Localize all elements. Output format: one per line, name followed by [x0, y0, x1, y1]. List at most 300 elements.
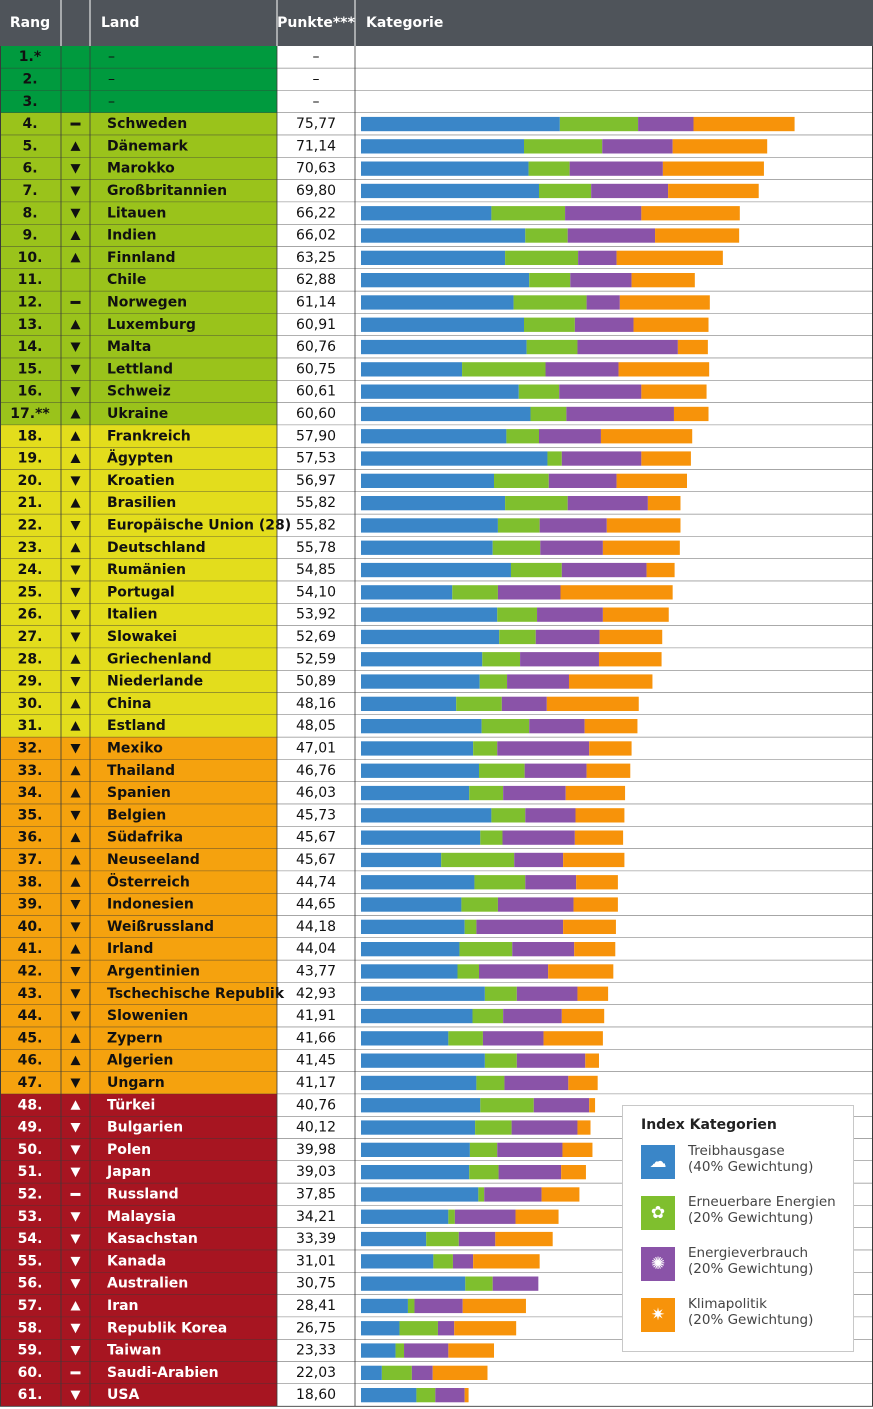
bar-segment-ghg [361, 920, 465, 934]
bar-segment-energy [566, 407, 674, 421]
legend-title: Index Kategorien [641, 1117, 777, 1133]
bar-segment-ghg [361, 1143, 470, 1157]
points-cell: 60,60 [295, 405, 337, 422]
bar-segment-renewable [473, 741, 497, 755]
bar-segment-energy [559, 385, 641, 399]
bar-segment-renewable [494, 474, 549, 488]
country-cell: Mexiko [107, 740, 163, 757]
bar-segment-energy [503, 1009, 562, 1023]
legend-item-energy [641, 1245, 841, 1296]
legend-item-renewable [641, 1194, 841, 1245]
bar-segment-renewable [525, 228, 567, 242]
bar-segment-energy [435, 1388, 464, 1402]
country-cell: Finnland [107, 249, 176, 266]
bar-segment-energy [517, 987, 578, 1001]
bar-segment-ghg [361, 786, 469, 800]
points-cell: 45,73 [295, 807, 337, 824]
bar-segment-renewable [547, 451, 561, 465]
bar-segment-renewable [399, 1321, 437, 1335]
rank-cell: 2. [22, 71, 38, 88]
rank-cell: 3. [22, 93, 38, 110]
bar-segment-energy [562, 563, 647, 577]
bar-segment-renewable [482, 652, 520, 666]
bar-segment-energy [512, 942, 574, 956]
bar-segment-renewable [524, 139, 602, 153]
bar-segment-policy [448, 1343, 494, 1357]
bar-segment-energy [503, 786, 566, 800]
bar-segment-renewable [505, 496, 568, 510]
country-cell: Ungarn [107, 1074, 165, 1091]
rank-cell: 25. [17, 584, 43, 601]
bar-segment-ghg [361, 1366, 382, 1380]
bar-segment-energy [577, 340, 677, 354]
bar-segment-policy [577, 1120, 590, 1134]
bar-segment-renewable [462, 362, 545, 376]
points-cell: 39,98 [295, 1141, 337, 1158]
country-cell: Deutschland [107, 539, 206, 556]
bar-segment-renewable [560, 117, 638, 131]
bar-segment-energy [529, 719, 584, 733]
points-cell: 60,91 [295, 316, 337, 333]
bar-segment-ghg [361, 318, 524, 332]
country-cell: Malaysia [107, 1208, 176, 1225]
bar-segment-policy [575, 831, 623, 845]
points-cell: 30,75 [295, 1275, 337, 1292]
bar-segment-policy [516, 1210, 559, 1224]
rank-cell: 21. [17, 495, 43, 512]
country-cell: Iran [107, 1297, 139, 1314]
bar-segment-energy [459, 1232, 496, 1246]
bar-segment-renewable [465, 920, 477, 934]
bar-segment-energy [525, 875, 576, 889]
country-cell: Zypern [107, 1030, 163, 1047]
bar-segment-energy [525, 808, 575, 822]
bar-segment-policy [454, 1321, 516, 1335]
country-cell: – [108, 71, 115, 88]
bar-segment-energy [591, 184, 668, 198]
bar-segment-energy [540, 541, 603, 555]
header-country: Land [101, 15, 140, 31]
rank-cell: 36. [17, 829, 43, 846]
rank-cell: 56. [17, 1275, 43, 1292]
bar-segment-energy [536, 630, 600, 644]
country-cell: Spanien [107, 785, 171, 802]
country-cell: Lettland [107, 361, 174, 378]
country-cell: USA [107, 1387, 140, 1404]
points-cell: 62,88 [295, 272, 337, 289]
bar-segment-policy [647, 563, 675, 577]
bar-segment-energy [499, 1165, 562, 1179]
bar-segment-ghg [361, 1277, 465, 1291]
bar-segment-energy [453, 1254, 473, 1268]
bar-segment-energy [549, 474, 617, 488]
bar-segment-policy [576, 808, 625, 822]
bar-segment-renewable [459, 942, 512, 956]
country-cell: Ägypten [107, 450, 174, 467]
trend-none-icon [71, 1371, 81, 1374]
bar-segment-policy [694, 117, 795, 131]
bar-segment-policy [465, 1388, 469, 1402]
bar-segment-energy [493, 1277, 539, 1291]
bar-segment-energy [507, 674, 569, 688]
bar-segment-policy [562, 1143, 592, 1157]
points-cell: – [312, 71, 320, 88]
bar-segment-energy [498, 585, 561, 599]
legend-item-name: Treibhausgase [688, 1143, 785, 1159]
bar-segment-renewable [461, 897, 498, 911]
bar-segment-energy [517, 1054, 585, 1068]
bar-segment-renewable [469, 786, 503, 800]
bar-segment-energy [546, 362, 619, 376]
bar-segment-policy [603, 541, 680, 555]
country-cell: Tschechische Republik [107, 985, 285, 1002]
rank-cell: 58. [17, 1320, 43, 1337]
points-cell: 46,76 [295, 762, 337, 779]
points-cell: – [312, 49, 320, 66]
rank-cell: 19. [17, 450, 43, 467]
points-cell: 55,82 [295, 495, 337, 512]
country-cell: Chile [107, 272, 147, 289]
rank-cell: 18. [17, 428, 43, 445]
country-cell: Slowakei [107, 628, 178, 645]
bar-segment-policy [678, 340, 708, 354]
points-cell: 50,89 [295, 673, 337, 690]
bar-segment-ghg [361, 362, 462, 376]
country-cell: Weißrussland [107, 918, 215, 935]
bar-segment-ghg [361, 585, 452, 599]
bar-segment-ghg [361, 697, 456, 711]
rank-cell: 42. [17, 963, 43, 980]
points-cell: 44,74 [295, 874, 337, 891]
rank-cell: 1.* [18, 49, 42, 66]
bar-segment-policy [674, 407, 709, 421]
bar-segment-energy [568, 496, 648, 510]
points-cell: 44,18 [295, 918, 337, 935]
bar-segment-energy [502, 697, 547, 711]
plant-icon: ✿ [641, 1196, 675, 1230]
country-cell: Rumänien [107, 562, 187, 579]
bar-segment-renewable [479, 764, 525, 778]
country-cell: Argentinien [107, 963, 200, 980]
bar-segment-ghg [361, 1054, 485, 1068]
bar-segment-renewable [441, 853, 514, 867]
rank-cell: 34. [17, 785, 43, 802]
country-cell: China [107, 695, 152, 712]
rank-cell: 29. [17, 673, 43, 690]
row-cell-bg [277, 46, 873, 68]
bar-segment-ghg [361, 206, 491, 220]
bar-segment-ghg [361, 117, 560, 131]
points-cell: 39,03 [295, 1164, 337, 1181]
bar-segment-ghg [361, 1009, 472, 1023]
points-cell: 70,63 [295, 160, 337, 177]
rank-cell: 20. [17, 472, 43, 489]
bar-segment-ghg [361, 451, 547, 465]
bar-segment-energy [498, 897, 574, 911]
country-cell: Estland [107, 718, 166, 735]
rank-cell: 23. [17, 539, 43, 556]
rank-cell: 17.** [10, 405, 50, 422]
bar-segment-ghg [361, 719, 482, 733]
points-cell: 44,65 [295, 896, 337, 913]
points-cell: 46,03 [295, 785, 337, 802]
country-cell: Ukraine [107, 405, 169, 422]
rank-cell: 59. [17, 1342, 43, 1359]
points-cell: 48,16 [295, 695, 337, 712]
country-cell: Schweiz [107, 383, 171, 400]
bar-segment-renewable [433, 1254, 453, 1268]
rank-cell: 49. [17, 1119, 43, 1136]
bar-segment-ghg [361, 652, 482, 666]
points-cell: 66,22 [295, 205, 337, 222]
rank-cell: 22. [17, 517, 43, 534]
bar-segment-policy [576, 875, 618, 889]
points-cell: 47,01 [295, 740, 337, 757]
bar-segment-energy [497, 741, 589, 755]
rank-cell: 9. [22, 227, 38, 244]
points-cell: 66,02 [295, 227, 337, 244]
points-cell: 75,77 [295, 116, 337, 133]
bar-segment-ghg [361, 1076, 476, 1090]
points-cell: – [312, 93, 320, 110]
bar-segment-policy [585, 719, 638, 733]
rank-cell: 4. [22, 116, 38, 133]
country-cell: Südafrika [107, 829, 184, 846]
bar-segment-policy [561, 585, 673, 599]
bar-segment-policy [603, 608, 669, 622]
points-cell: 53,92 [295, 606, 337, 623]
points-cell: 33,39 [295, 1231, 337, 1248]
bar-segment-ghg [361, 1210, 448, 1224]
points-cell: 63,25 [295, 249, 337, 266]
points-cell: 43,77 [295, 963, 337, 980]
bar-segment-policy [548, 964, 613, 978]
country-cell: Neuseeland [107, 851, 200, 868]
bar-segment-energy [455, 1210, 516, 1224]
bar-segment-energy [438, 1321, 454, 1335]
row-band [0, 68, 277, 90]
country-cell: Österreich [107, 874, 190, 891]
bar-segment-policy [607, 518, 681, 532]
bar-segment-renewable [426, 1232, 459, 1246]
trend-none-icon [71, 1193, 81, 1196]
bar-segment-ghg [361, 429, 506, 443]
rank-cell: 33. [17, 762, 43, 779]
bar-segment-ghg [361, 273, 529, 287]
bar-segment-policy [547, 697, 639, 711]
points-cell: 55,82 [295, 517, 337, 534]
bar-segment-ghg [361, 1343, 396, 1357]
bar-segment-renewable [382, 1366, 412, 1380]
bar-segment-policy [600, 630, 663, 644]
rank-cell: 11. [17, 272, 43, 289]
bar-segment-energy [562, 451, 642, 465]
points-cell: 40,12 [295, 1119, 337, 1136]
bar-segment-renewable [531, 407, 567, 421]
bar-segment-policy [632, 273, 695, 287]
bar-segment-renewable [480, 831, 502, 845]
bar-segment-energy [537, 608, 603, 622]
header-category: Kategorie [366, 15, 444, 31]
points-cell: 52,59 [295, 651, 337, 668]
bar-segment-policy [620, 295, 710, 309]
rank-cell: 48. [17, 1097, 43, 1114]
bar-segment-renewable [493, 541, 541, 555]
bar-segment-policy [589, 1098, 595, 1112]
hand-energy-icon: ✺ [641, 1247, 675, 1281]
bar-segment-policy [673, 139, 768, 153]
bar-segment-policy [663, 162, 764, 176]
rank-cell: 13. [17, 316, 43, 333]
country-cell: – [108, 93, 115, 110]
rank-cell: 53. [17, 1208, 43, 1225]
bar-segment-ghg [361, 228, 525, 242]
bar-segment-ghg [361, 808, 491, 822]
bar-segment-policy [562, 1009, 604, 1023]
rank-cell: 54. [17, 1231, 43, 1248]
bar-segment-renewable [465, 1277, 492, 1291]
bar-segment-renewable [480, 674, 507, 688]
bar-segment-renewable [448, 1031, 483, 1045]
bar-segment-policy [473, 1254, 540, 1268]
rank-cell: 30. [17, 695, 43, 712]
legend-item-name: Erneuerbare Energien [688, 1194, 836, 1210]
bar-segment-policy [587, 764, 631, 778]
rank-cell: 8. [22, 205, 38, 222]
header-rank: Rang [9, 15, 51, 31]
bar-segment-renewable [452, 585, 498, 599]
rank-cell: 50. [17, 1141, 43, 1158]
bar-segment-ghg [361, 518, 498, 532]
rank-cell: 60. [17, 1364, 43, 1381]
bar-segment-energy [512, 1120, 578, 1134]
points-cell: 42,93 [295, 985, 337, 1002]
country-cell: Belgien [107, 807, 167, 824]
rank-cell: 10. [17, 249, 43, 266]
bar-segment-ghg [361, 1031, 448, 1045]
country-cell: Saudi-Arabien [107, 1364, 219, 1381]
legend-item-weight: (20% Gewichtung) [688, 1312, 814, 1328]
bar-segment-ghg [361, 853, 441, 867]
bar-segment-energy [578, 251, 616, 265]
trend-none-icon [71, 301, 81, 304]
points-cell: 45,67 [295, 829, 337, 846]
bar-segment-energy [539, 429, 601, 443]
rank-cell: 38. [17, 874, 43, 891]
points-cell: 41,91 [295, 1008, 337, 1025]
country-cell: – [108, 49, 115, 66]
trend-none-icon [71, 123, 81, 126]
points-cell: 61,14 [295, 294, 337, 311]
legend-box [622, 1105, 854, 1352]
country-cell: Marokko [107, 160, 175, 177]
bar-segment-energy [404, 1343, 448, 1357]
bar-segment-renewable [529, 273, 570, 287]
bar-segment-policy [561, 1165, 586, 1179]
bar-segment-renewable [457, 964, 479, 978]
row-band [0, 91, 277, 113]
bar-segment-renewable [456, 697, 502, 711]
rank-cell: 12. [17, 294, 43, 311]
country-cell: Frankreich [107, 428, 191, 445]
bar-segment-policy [563, 920, 616, 934]
bar-segment-ghg [361, 1299, 408, 1313]
country-cell: Griechenland [107, 651, 212, 668]
country-cell: Europäische Union (28) [107, 517, 292, 534]
rank-cell: 46. [17, 1052, 43, 1069]
bar-segment-energy [412, 1366, 433, 1380]
bar-segment-policy [563, 853, 624, 867]
bar-segment-policy [544, 1031, 603, 1045]
country-cell: Türkei [107, 1097, 156, 1114]
bar-segment-renewable [491, 808, 525, 822]
country-cell: Indonesien [107, 896, 194, 913]
row-band [0, 46, 277, 68]
row-cell-bg [277, 91, 873, 113]
rank-cell: 15. [17, 361, 43, 378]
points-cell: 60,76 [295, 339, 337, 356]
bar-segment-ghg [361, 1120, 475, 1134]
bar-segment-policy [569, 674, 652, 688]
legend-item-weight: (20% Gewichtung) [688, 1210, 814, 1226]
bar-segment-ghg [361, 1165, 469, 1179]
points-cell: 18,60 [295, 1387, 337, 1404]
points-cell: 69,80 [295, 182, 337, 199]
country-cell: Slowenien [107, 1008, 189, 1025]
bar-segment-renewable [448, 1210, 455, 1224]
rank-cell: 27. [17, 628, 43, 645]
bar-segment-energy [565, 206, 641, 220]
country-cell: Russland [107, 1186, 179, 1203]
bar-segment-energy [484, 1187, 541, 1201]
rank-cell: 6. [22, 160, 38, 177]
bar-segment-policy [574, 942, 615, 956]
bar-segment-renewable [499, 630, 536, 644]
points-cell: 41,66 [295, 1030, 337, 1047]
bar-segment-renewable [476, 1076, 504, 1090]
bar-segment-renewable [396, 1343, 404, 1357]
bar-segment-energy [479, 964, 548, 978]
legend-item-weight: (20% Gewichtung) [688, 1261, 814, 1277]
points-cell: 31,01 [295, 1253, 337, 1270]
bar-segment-energy [575, 318, 634, 332]
rank-cell: 47. [17, 1074, 43, 1091]
bar-segment-policy [599, 652, 662, 666]
bar-segment-energy [483, 1031, 544, 1045]
rank-cell: 26. [17, 606, 43, 623]
rank-cell: 40. [17, 918, 43, 935]
bar-segment-policy [648, 496, 681, 510]
bar-segment-ghg [361, 474, 494, 488]
bar-segment-renewable [527, 340, 578, 354]
country-cell: Norwegen [107, 294, 188, 311]
points-cell: 57,90 [295, 428, 337, 445]
rank-cell: 31. [17, 718, 43, 735]
bar-segment-renewable [506, 429, 539, 443]
bar-segment-ghg [361, 1388, 416, 1402]
bar-segment-policy [542, 1187, 580, 1201]
bar-segment-renewable [472, 1009, 503, 1023]
legend-item-name: Energieverbrauch [688, 1245, 809, 1261]
bar-segment-ghg [361, 496, 505, 510]
points-cell: 40,76 [295, 1097, 337, 1114]
bar-segment-renewable [416, 1388, 435, 1402]
bar-segment-renewable [519, 385, 559, 399]
rank-cell: 39. [17, 896, 43, 913]
bar-segment-policy [655, 228, 739, 242]
country-cell: Bulgarien [107, 1119, 184, 1136]
bar-segment-renewable [408, 1299, 415, 1313]
